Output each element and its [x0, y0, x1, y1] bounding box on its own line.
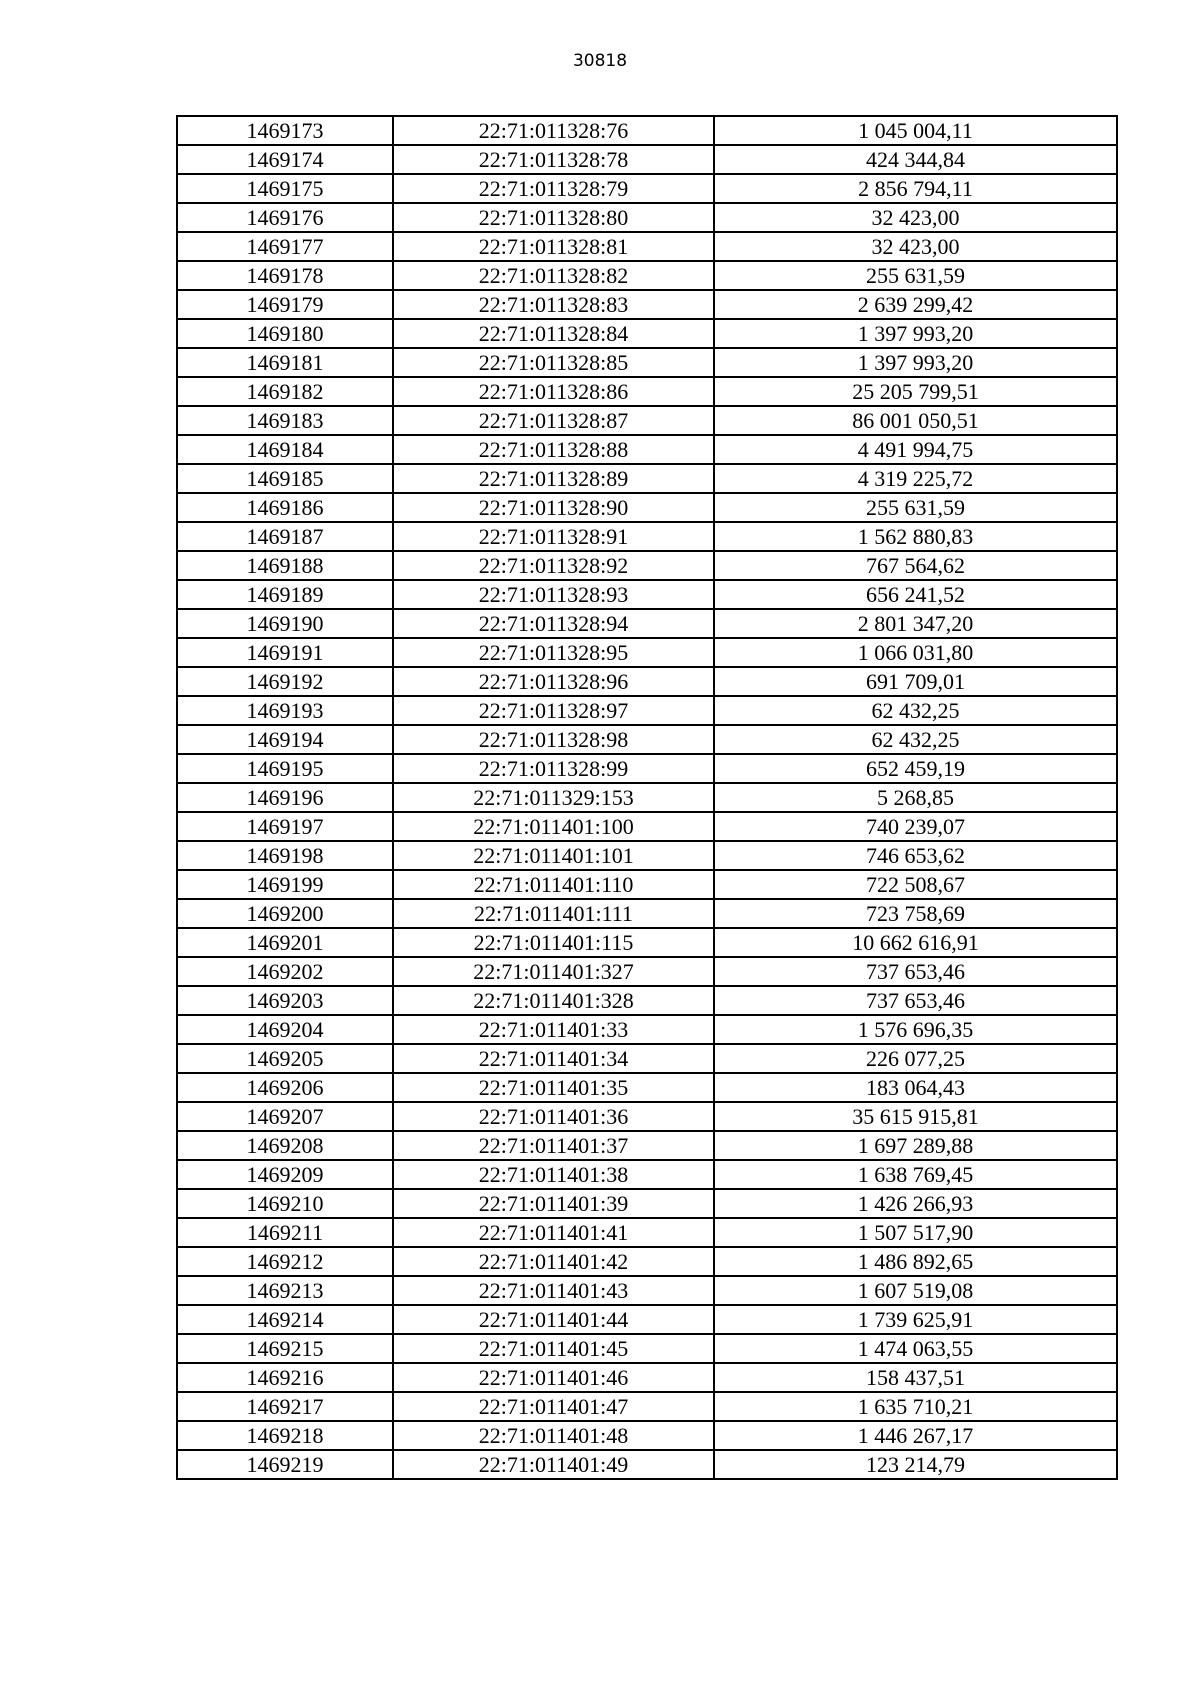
table-row — [177, 203, 1117, 232]
table-row — [177, 1218, 1117, 1247]
cadastral-number-cell: 22:71:011328:98 — [393, 725, 714, 754]
row-number-cell: 1469176 — [177, 203, 393, 232]
row-number-cell: 1469190 — [177, 609, 393, 638]
table-row — [177, 174, 1117, 203]
cadastral-number-cell: 22:71:011401:100 — [393, 812, 714, 841]
row-number-cell: 1469202 — [177, 957, 393, 986]
cadastral-value-cell: 1 739 625,91 — [714, 1305, 1117, 1334]
row-number-cell: 1469180 — [177, 319, 393, 348]
table-row — [177, 1392, 1117, 1421]
cadastral-number-cell: 22:71:011401:115 — [393, 928, 714, 957]
row-number-cell: 1469186 — [177, 493, 393, 522]
cadastral-value-cell: 10 662 616,91 — [714, 928, 1117, 957]
cadastral-number-cell: 22:71:011401:39 — [393, 1189, 714, 1218]
cadastral-number-cell: 22:71:011401:46 — [393, 1363, 714, 1392]
row-number-cell: 1469184 — [177, 435, 393, 464]
row-number-cell: 1469219 — [177, 1450, 393, 1479]
row-number-cell: 1469206 — [177, 1073, 393, 1102]
row-number-cell: 1469214 — [177, 1305, 393, 1334]
cadastral-value-cell: 35 615 915,81 — [714, 1102, 1117, 1131]
cadastral-number-cell: 22:71:011328:96 — [393, 667, 714, 696]
table-row — [177, 1450, 1117, 1479]
cadastral-value-cell: 123 214,79 — [714, 1450, 1117, 1479]
cadastral-value-cell: 740 239,07 — [714, 812, 1117, 841]
table-row — [177, 551, 1117, 580]
table-row — [177, 841, 1117, 870]
row-number-cell: 1469179 — [177, 290, 393, 319]
cadastral-number-cell: 22:71:011328:97 — [393, 696, 714, 725]
row-number-cell: 1469200 — [177, 899, 393, 928]
row-number-cell: 1469209 — [177, 1160, 393, 1189]
table-row — [177, 1073, 1117, 1102]
cadastral-number-cell: 22:71:011328:99 — [393, 754, 714, 783]
table-row — [177, 986, 1117, 1015]
cadastral-value-cell: 691 709,01 — [714, 667, 1117, 696]
cadastral-value-cell: 32 423,00 — [714, 203, 1117, 232]
cadastral-number-cell: 22:71:011401:110 — [393, 870, 714, 899]
cadastral-value-cell: 5 268,85 — [714, 783, 1117, 812]
table-row — [177, 145, 1117, 174]
cadastral-value-cell: 1 638 769,45 — [714, 1160, 1117, 1189]
cadastral-value-cell: 722 508,67 — [714, 870, 1117, 899]
table-row — [177, 725, 1117, 754]
row-number-cell: 1469203 — [177, 986, 393, 1015]
row-number-cell: 1469208 — [177, 1131, 393, 1160]
table-row — [177, 1102, 1117, 1131]
cadastral-number-cell: 22:71:011328:90 — [393, 493, 714, 522]
table-row — [177, 1363, 1117, 1392]
table-row — [177, 1131, 1117, 1160]
row-number-cell: 1469196 — [177, 783, 393, 812]
cadastral-value-cell: 2 856 794,11 — [714, 174, 1117, 203]
row-number-cell: 1469204 — [177, 1015, 393, 1044]
row-number-cell: 1469191 — [177, 638, 393, 667]
row-number-cell: 1469193 — [177, 696, 393, 725]
table-row — [177, 667, 1117, 696]
table-row — [177, 957, 1117, 986]
row-number-cell: 1469182 — [177, 377, 393, 406]
cadastral-value-cell: 32 423,00 — [714, 232, 1117, 261]
table-row — [177, 696, 1117, 725]
cadastral-number-cell: 22:71:011328:81 — [393, 232, 714, 261]
table-row — [177, 1421, 1117, 1450]
table-row — [177, 812, 1117, 841]
cadastral-number-cell: 22:71:011328:88 — [393, 435, 714, 464]
cadastral-value-cell: 424 344,84 — [714, 145, 1117, 174]
table-row — [177, 609, 1117, 638]
row-number-cell: 1469175 — [177, 174, 393, 203]
cadastral-value-cell: 1 697 289,88 — [714, 1131, 1117, 1160]
cadastral-number-cell: 22:71:011328:89 — [393, 464, 714, 493]
row-number-cell: 1469195 — [177, 754, 393, 783]
cadastral-number-cell: 22:71:011329:153 — [393, 783, 714, 812]
table-row — [177, 1334, 1117, 1363]
row-number-cell: 1469177 — [177, 232, 393, 261]
cadastral-value-cell: 767 564,62 — [714, 551, 1117, 580]
row-number-cell: 1469197 — [177, 812, 393, 841]
cadastral-number-cell: 22:71:011401:36 — [393, 1102, 714, 1131]
cadastral-value-cell: 158 437,51 — [714, 1363, 1117, 1392]
cadastral-number-cell: 22:71:011328:92 — [393, 551, 714, 580]
cadastral-value-cell: 1 635 710,21 — [714, 1392, 1117, 1421]
row-number-cell: 1469199 — [177, 870, 393, 899]
cadastral-value-cell: 226 077,25 — [714, 1044, 1117, 1073]
table-row — [177, 899, 1117, 928]
table-row — [177, 1247, 1117, 1276]
cadastral-number-cell: 22:71:011328:86 — [393, 377, 714, 406]
cadastral-value-cell: 4 319 225,72 — [714, 464, 1117, 493]
cadastral-number-cell: 22:71:011328:95 — [393, 638, 714, 667]
cadastral-number-cell: 22:71:011401:42 — [393, 1247, 714, 1276]
cadastral-value-cell: 1 066 031,80 — [714, 638, 1117, 667]
row-number-cell: 1469212 — [177, 1247, 393, 1276]
cadastral-value-cell: 1 397 993,20 — [714, 348, 1117, 377]
cadastral-value-cell: 62 432,25 — [714, 696, 1117, 725]
cadastral-number-cell: 22:71:011401:47 — [393, 1392, 714, 1421]
cadastral-value-cell: 1 446 267,17 — [714, 1421, 1117, 1450]
table-row — [177, 319, 1117, 348]
page-number: 30818 — [572, 51, 628, 71]
row-number-cell: 1469201 — [177, 928, 393, 957]
cadastral-number-cell: 22:71:011401:101 — [393, 841, 714, 870]
table-row — [177, 1044, 1117, 1073]
row-number-cell: 1469188 — [177, 551, 393, 580]
cadastral-number-cell: 22:71:011401:45 — [393, 1334, 714, 1363]
table-row — [177, 406, 1117, 435]
cadastral-number-cell: 22:71:011328:78 — [393, 145, 714, 174]
table-body — [177, 116, 1117, 1479]
cadastral-number-cell: 22:71:011328:80 — [393, 203, 714, 232]
cadastral-value-cell: 1 576 696,35 — [714, 1015, 1117, 1044]
cadastral-value-cell: 255 631,59 — [714, 493, 1117, 522]
table-row — [177, 1276, 1117, 1305]
cadastral-number-cell: 22:71:011328:85 — [393, 348, 714, 377]
cadastral-number-cell: 22:71:011401:37 — [393, 1131, 714, 1160]
cadastral-number-cell: 22:71:011328:83 — [393, 290, 714, 319]
cadastral-number-cell: 22:71:011401:328 — [393, 986, 714, 1015]
cadastral-number-cell: 22:71:011401:49 — [393, 1450, 714, 1479]
row-number-cell: 1469181 — [177, 348, 393, 377]
table-row — [177, 493, 1117, 522]
table-row — [177, 870, 1117, 899]
cadastral-number-cell: 22:71:011401:48 — [393, 1421, 714, 1450]
table-row — [177, 232, 1117, 261]
cadastral-number-cell: 22:71:011401:41 — [393, 1218, 714, 1247]
row-number-cell: 1469218 — [177, 1421, 393, 1450]
row-number-cell: 1469215 — [177, 1334, 393, 1363]
cadastral-number-cell: 22:71:011401:111 — [393, 899, 714, 928]
cadastral-number-cell: 22:71:011401:43 — [393, 1276, 714, 1305]
cadastral-value-cell: 746 653,62 — [714, 841, 1117, 870]
table-row — [177, 1015, 1117, 1044]
cadastral-value-cell: 2 801 347,20 — [714, 609, 1117, 638]
cadastral-value-cell: 1 562 880,83 — [714, 522, 1117, 551]
table-row — [177, 783, 1117, 812]
table-row — [177, 1305, 1117, 1334]
cadastral-value-cell: 1 507 517,90 — [714, 1218, 1117, 1247]
cadastral-value-cell: 86 001 050,51 — [714, 406, 1117, 435]
cadastral-number-cell: 22:71:011328:79 — [393, 174, 714, 203]
cadastral-number-cell: 22:71:011328:82 — [393, 261, 714, 290]
table-row — [177, 435, 1117, 464]
cadastral-number-cell: 22:71:011328:87 — [393, 406, 714, 435]
table-row — [177, 348, 1117, 377]
table-row — [177, 1160, 1117, 1189]
table-row — [177, 116, 1117, 145]
cadastral-number-cell: 22:71:011328:84 — [393, 319, 714, 348]
row-number-cell: 1469173 — [177, 116, 393, 145]
cadastral-value-cell: 1 045 004,11 — [714, 116, 1117, 145]
cadastral-value-cell: 62 432,25 — [714, 725, 1117, 754]
cadastral-value-cell: 183 064,43 — [714, 1073, 1117, 1102]
row-number-cell: 1469185 — [177, 464, 393, 493]
cadastral-value-cell: 2 639 299,42 — [714, 290, 1117, 319]
row-number-cell: 1469183 — [177, 406, 393, 435]
cadastral-value-table — [176, 115, 1118, 1480]
cadastral-value-cell: 1 426 266,93 — [714, 1189, 1117, 1218]
cadastral-value-cell: 1 474 063,55 — [714, 1334, 1117, 1363]
table-row — [177, 522, 1117, 551]
cadastral-number-cell: 22:71:011401:327 — [393, 957, 714, 986]
table-row — [177, 464, 1117, 493]
table-row — [177, 638, 1117, 667]
table-row — [177, 580, 1117, 609]
table-row — [177, 377, 1117, 406]
row-number-cell: 1469189 — [177, 580, 393, 609]
cadastral-value-cell: 656 241,52 — [714, 580, 1117, 609]
table-row — [177, 928, 1117, 957]
cadastral-value-cell: 25 205 799,51 — [714, 377, 1117, 406]
row-number-cell: 1469216 — [177, 1363, 393, 1392]
cadastral-value-cell: 1 486 892,65 — [714, 1247, 1117, 1276]
cadastral-number-cell: 22:71:011401:35 — [393, 1073, 714, 1102]
cadastral-number-cell: 22:71:011401:33 — [393, 1015, 714, 1044]
cadastral-value-cell: 737 653,46 — [714, 957, 1117, 986]
cadastral-number-cell: 22:71:011328:94 — [393, 609, 714, 638]
cadastral-value-cell: 1 397 993,20 — [714, 319, 1117, 348]
cadastral-value-cell: 737 653,46 — [714, 986, 1117, 1015]
row-number-cell: 1469210 — [177, 1189, 393, 1218]
table-row — [177, 261, 1117, 290]
row-number-cell: 1469205 — [177, 1044, 393, 1073]
cadastral-number-cell: 22:71:011401:44 — [393, 1305, 714, 1334]
row-number-cell: 1469211 — [177, 1218, 393, 1247]
cadastral-value-cell: 1 607 519,08 — [714, 1276, 1117, 1305]
row-number-cell: 1469192 — [177, 667, 393, 696]
cadastral-number-cell: 22:71:011401:38 — [393, 1160, 714, 1189]
table-row — [177, 1189, 1117, 1218]
row-number-cell: 1469187 — [177, 522, 393, 551]
cadastral-value-cell: 652 459,19 — [714, 754, 1117, 783]
row-number-cell: 1469217 — [177, 1392, 393, 1421]
cadastral-value-cell: 723 758,69 — [714, 899, 1117, 928]
row-number-cell: 1469174 — [177, 145, 393, 174]
row-number-cell: 1469213 — [177, 1276, 393, 1305]
table-row — [177, 290, 1117, 319]
row-number-cell: 1469194 — [177, 725, 393, 754]
row-number-cell: 1469198 — [177, 841, 393, 870]
cadastral-number-cell: 22:71:011328:93 — [393, 580, 714, 609]
row-number-cell: 1469178 — [177, 261, 393, 290]
cadastral-number-cell: 22:71:011328:91 — [393, 522, 714, 551]
cadastral-number-cell: 22:71:011401:34 — [393, 1044, 714, 1073]
row-number-cell: 1469207 — [177, 1102, 393, 1131]
cadastral-value-cell: 255 631,59 — [714, 261, 1117, 290]
cadastral-number-cell: 22:71:011328:76 — [393, 116, 714, 145]
cadastral-value-cell: 4 491 994,75 — [714, 435, 1117, 464]
table-row — [177, 754, 1117, 783]
